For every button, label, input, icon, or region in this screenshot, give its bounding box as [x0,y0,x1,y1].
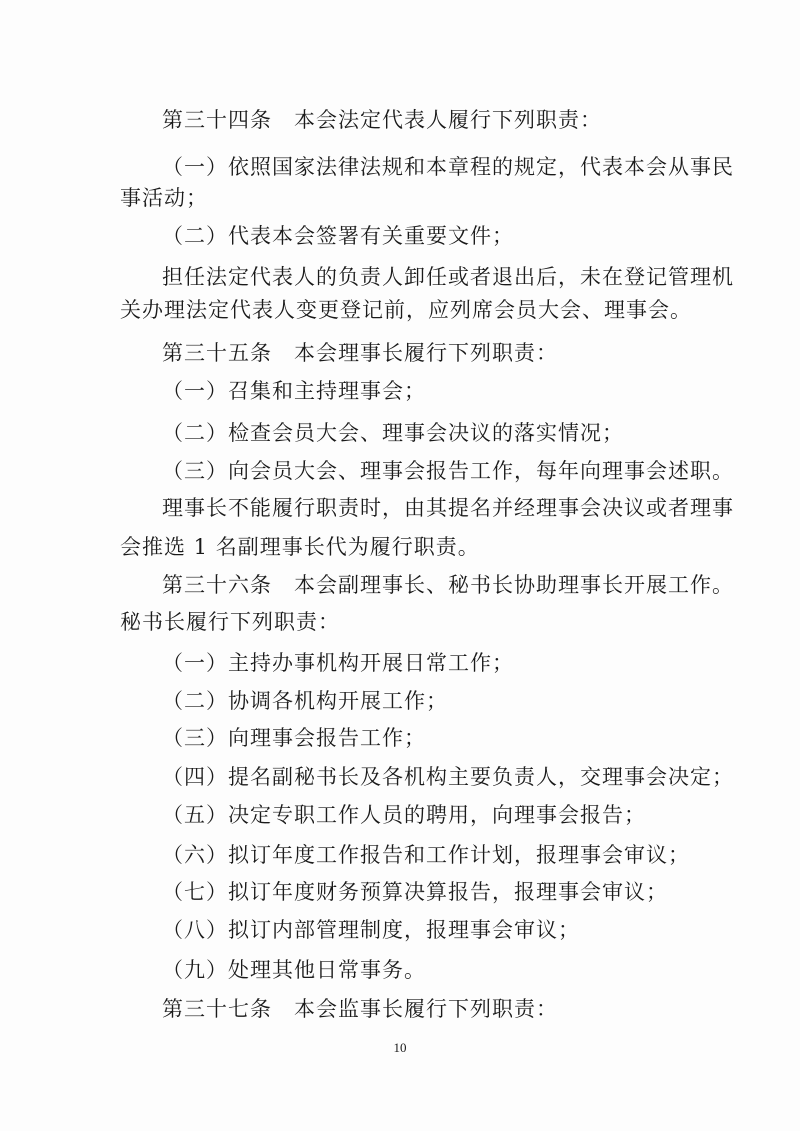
article-35-note: 理事长不能履行职责时，由其提名并经理事会决议或者理事 [162,496,734,520]
article-36-item-8: （八）拟订内部管理制度，报理事会审议； [162,918,580,942]
article-36-item-3: （三）向理事会报告工作； [162,726,426,750]
article-36-item-7: （七）拟订年度财务预算决算报告，报理事会审议； [162,880,668,904]
article-36-heading-cont: 秘书长履行下列职责： [120,610,340,634]
article-36-item-5: （五）决定专职工作人员的聘用，向理事会报告； [162,803,646,827]
article-37-heading: 第三十七条 本会监事长履行下列职责： [162,997,558,1021]
article-34-note-cont: 关办理法定代表人变更登记前，应列席会员大会、理事会。 [120,298,692,322]
article-35-item-1: （一）召集和主持理事会； [162,379,426,403]
article-36-heading: 第三十六条 本会副理事长、秘书长协助理事长开展工作。 [162,573,734,597]
article-36-item-6: （六）拟订年度工作报告和工作计划，报理事会审议； [162,843,690,867]
article-35-item-2: （二）检查会员大会、理事会决议的落实情况； [162,421,624,445]
article-36-item-4: （四）提名副秘书长及各机构主要负责人，交理事会决定； [162,765,734,789]
article-36-item-9: （九）处理其他日常事务。 [162,958,426,982]
article-34-note: 担任法定代表人的负责人卸任或者退出后，未在登记管理机 [162,265,734,289]
article-35-note-cont: 会推选 1 名副理事长代为履行职责。 [120,535,480,559]
article-34-item-1-cont: 事活动； [120,186,208,210]
article-34-heading: 第三十四条 本会法定代表人履行下列职责： [162,108,602,132]
page-number: 10 [393,1040,407,1055]
article-34-item-2: （二）代表本会签署有关重要文件； [162,224,514,248]
article-35-heading: 第三十五条 本会理事长履行下列职责： [162,341,558,365]
article-34-item-1: （一）依照国家法律法规和本章程的规定，代表本会从事民 [162,155,734,179]
article-36-item-2: （二）协调各机构开展工作； [162,689,448,713]
article-35-item-3: （三）向会员大会、理事会报告工作，每年向理事会述职。 [162,459,734,483]
article-36-item-1: （一）主持办事机构开展日常工作； [162,651,514,675]
